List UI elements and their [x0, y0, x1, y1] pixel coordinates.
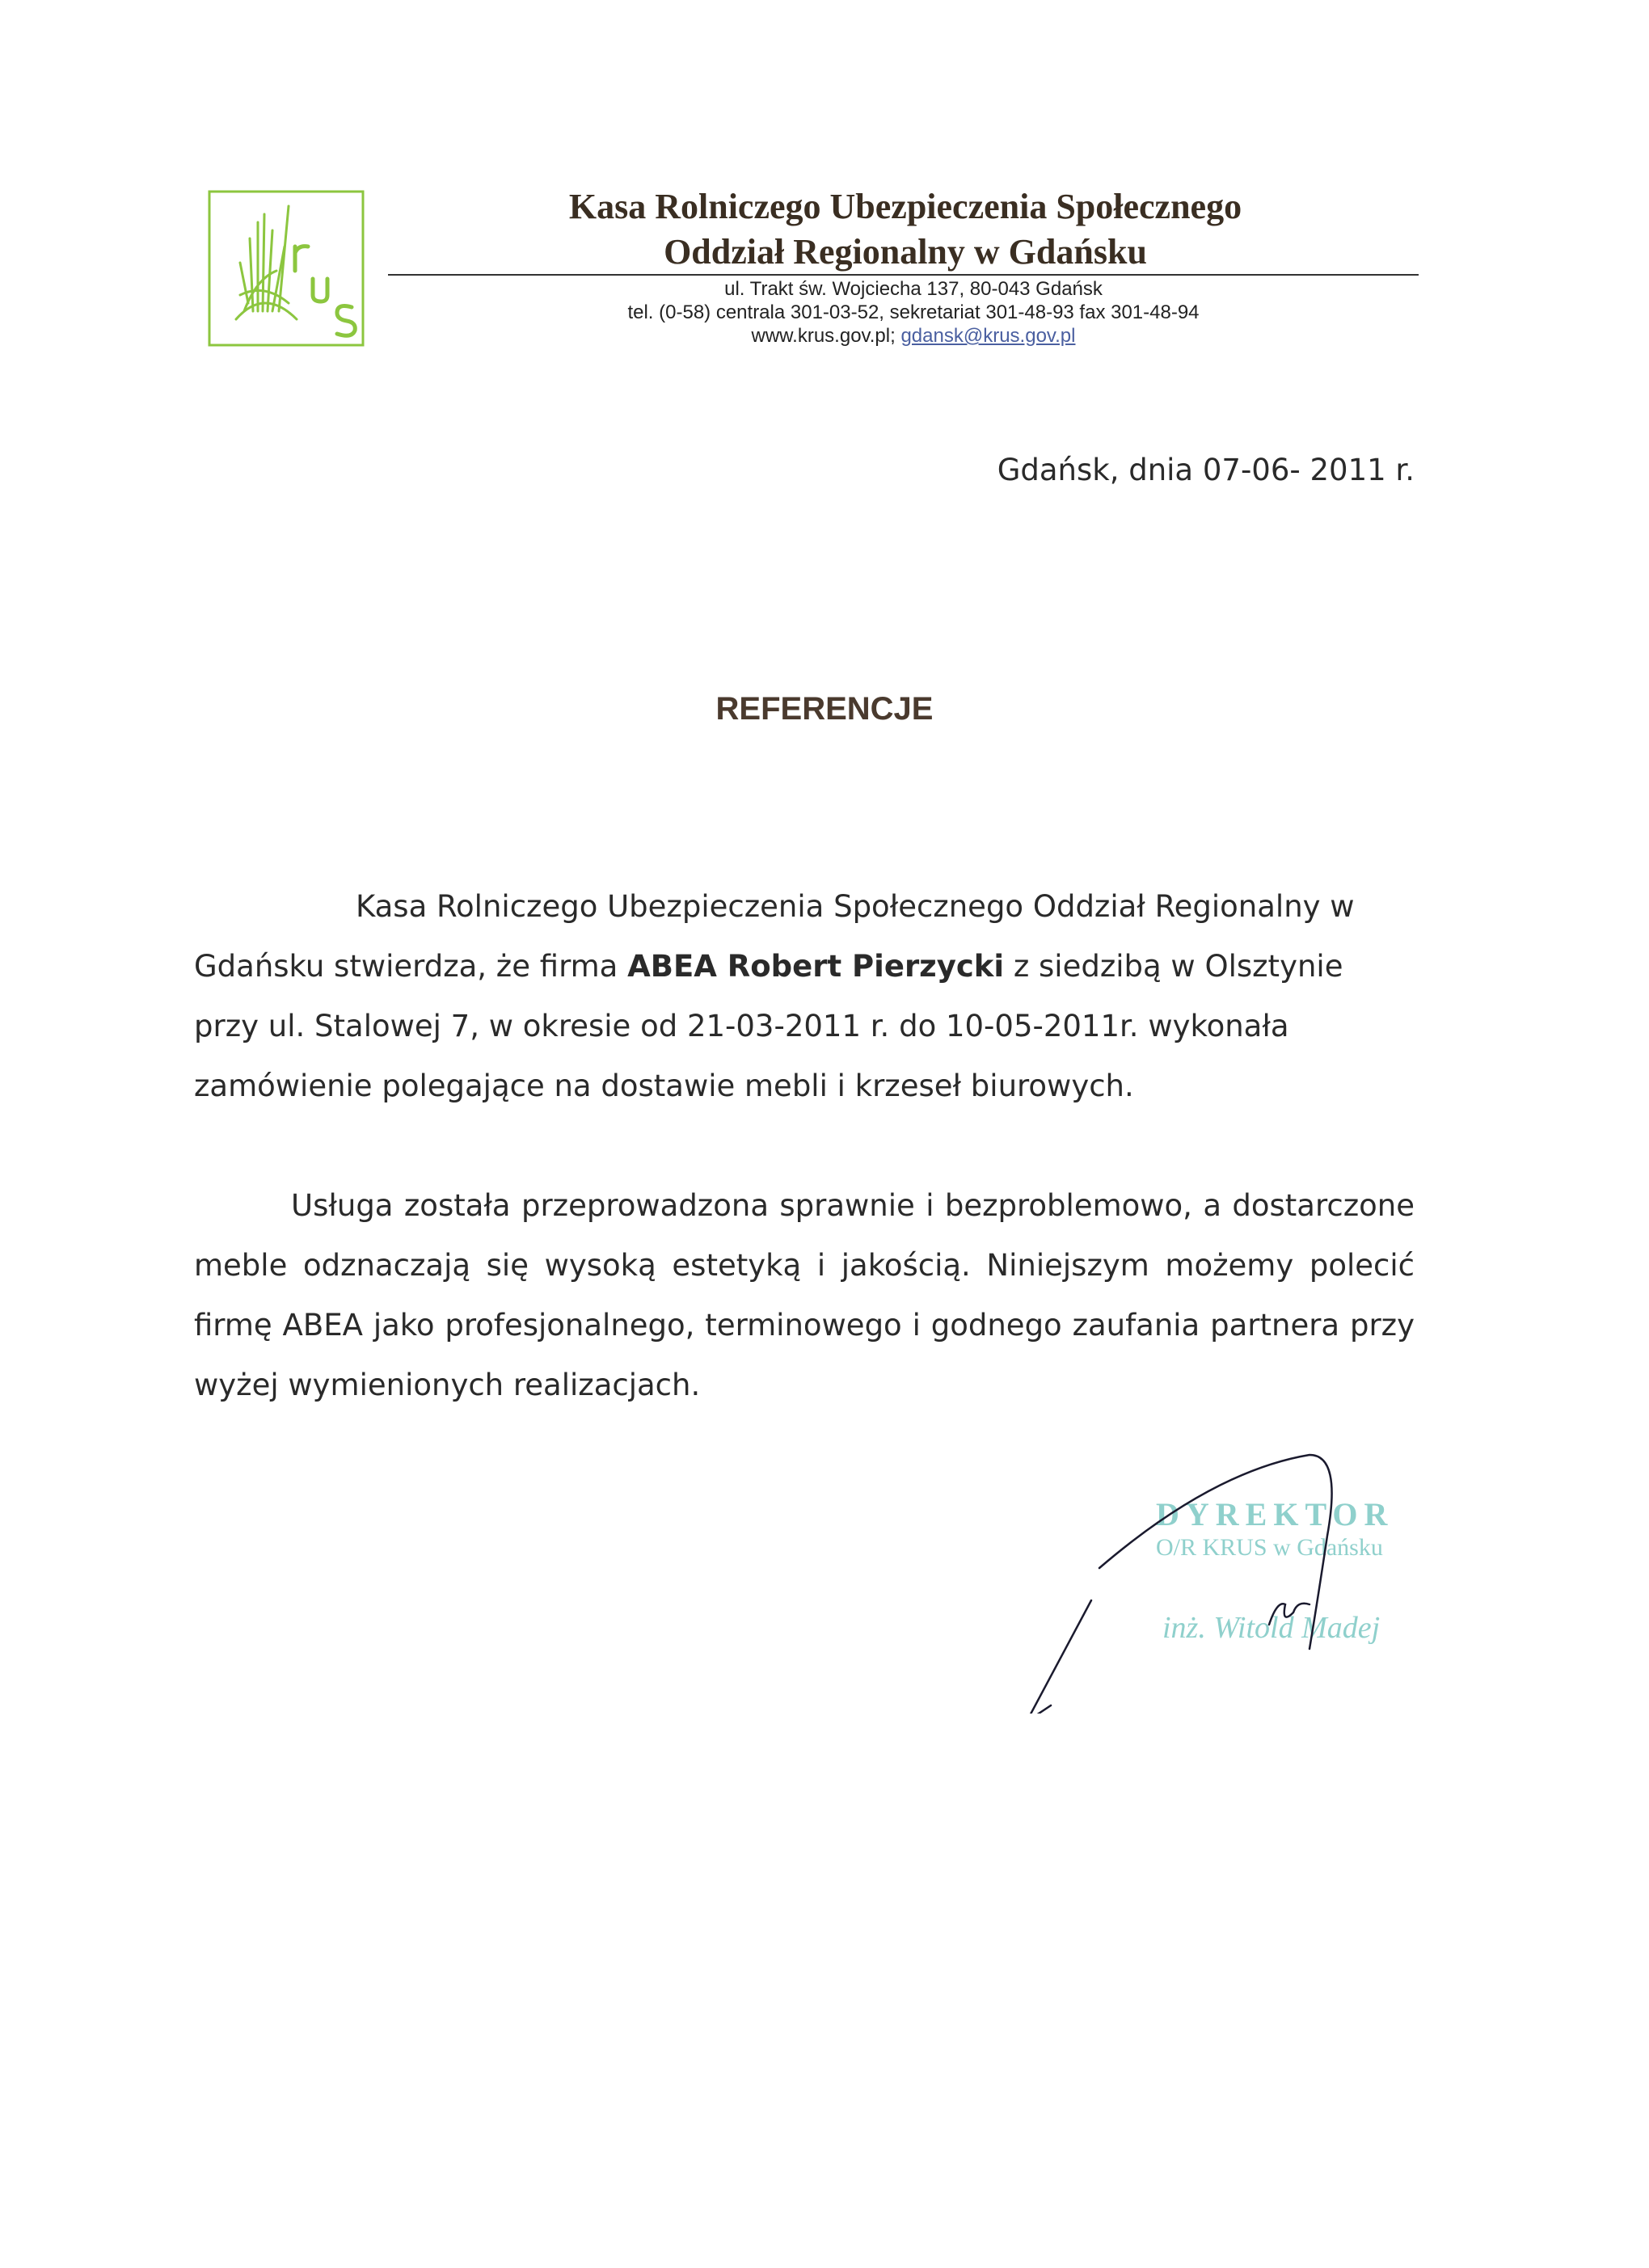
website-text: www.krus.gov.pl; — [751, 325, 896, 347]
letter-date: Gdańsk, dnia 07-06- 2011 r. — [997, 453, 1415, 487]
paragraph-1 — [194, 877, 1415, 1116]
stamp-name: inż. Witold Madej — [1162, 1611, 1381, 1645]
paragraph-2-text: Usługa została przeprowadzona sprawnie i bezproblemowo, a dostarczone meble odznaczają się wysoką estetyką i jakością. Niniejszym możemy polecić firmę ABEA jako profesjonalnego, terminowego i godnego zaufania partnera przy wyżej wymienionych realizacjach. — [194, 1188, 1415, 1402]
address-line: ul. Trakt św. Wojciecha 137, 80-043 Gdańsk — [724, 278, 1103, 300]
company-name: ABEA Robert Pierzycki — [627, 949, 1005, 984]
paragraph-1-part2: z siedzibą w Olsztynie przy ul. Stalowej 7, w okresie od 21-03-2011 r. do 10-05-2011r. wykonała zamówienie polegające na dostawie mebli i krzeseł biurowych. — [194, 949, 1343, 1103]
krus-logo — [208, 190, 365, 347]
paragraph-2 — [194, 1176, 1415, 1415]
web-line — [453, 324, 1374, 348]
handwritten-signature — [1002, 1439, 1423, 1714]
phone-line: tel. (0-58) centrala 301-03-52, sekretariat 301-48-93 fax 301-48-94 — [627, 301, 1200, 323]
document-title: REFERENCJE — [715, 691, 934, 727]
email-link[interactable]: gdansk@krus.gov.pl — [900, 325, 1076, 347]
header-divider — [388, 274, 1419, 276]
paragraph-1-part1: Kasa Rolniczego Ubezpieczenia Społecznego Oddział Regionalny w Gdańsku stwierdza, że firma — [194, 889, 1355, 984]
org-name-line1: Kasa Rolniczego Ubezpieczenia Społecznego — [568, 187, 1242, 226]
stamp-title: DYREKTOR — [1156, 1496, 1394, 1532]
stamp-office: O/R KRUS w Gdańsku — [1156, 1534, 1383, 1561]
org-name-line2: Oddział Regionalny w Gdańsku — [664, 232, 1147, 272]
